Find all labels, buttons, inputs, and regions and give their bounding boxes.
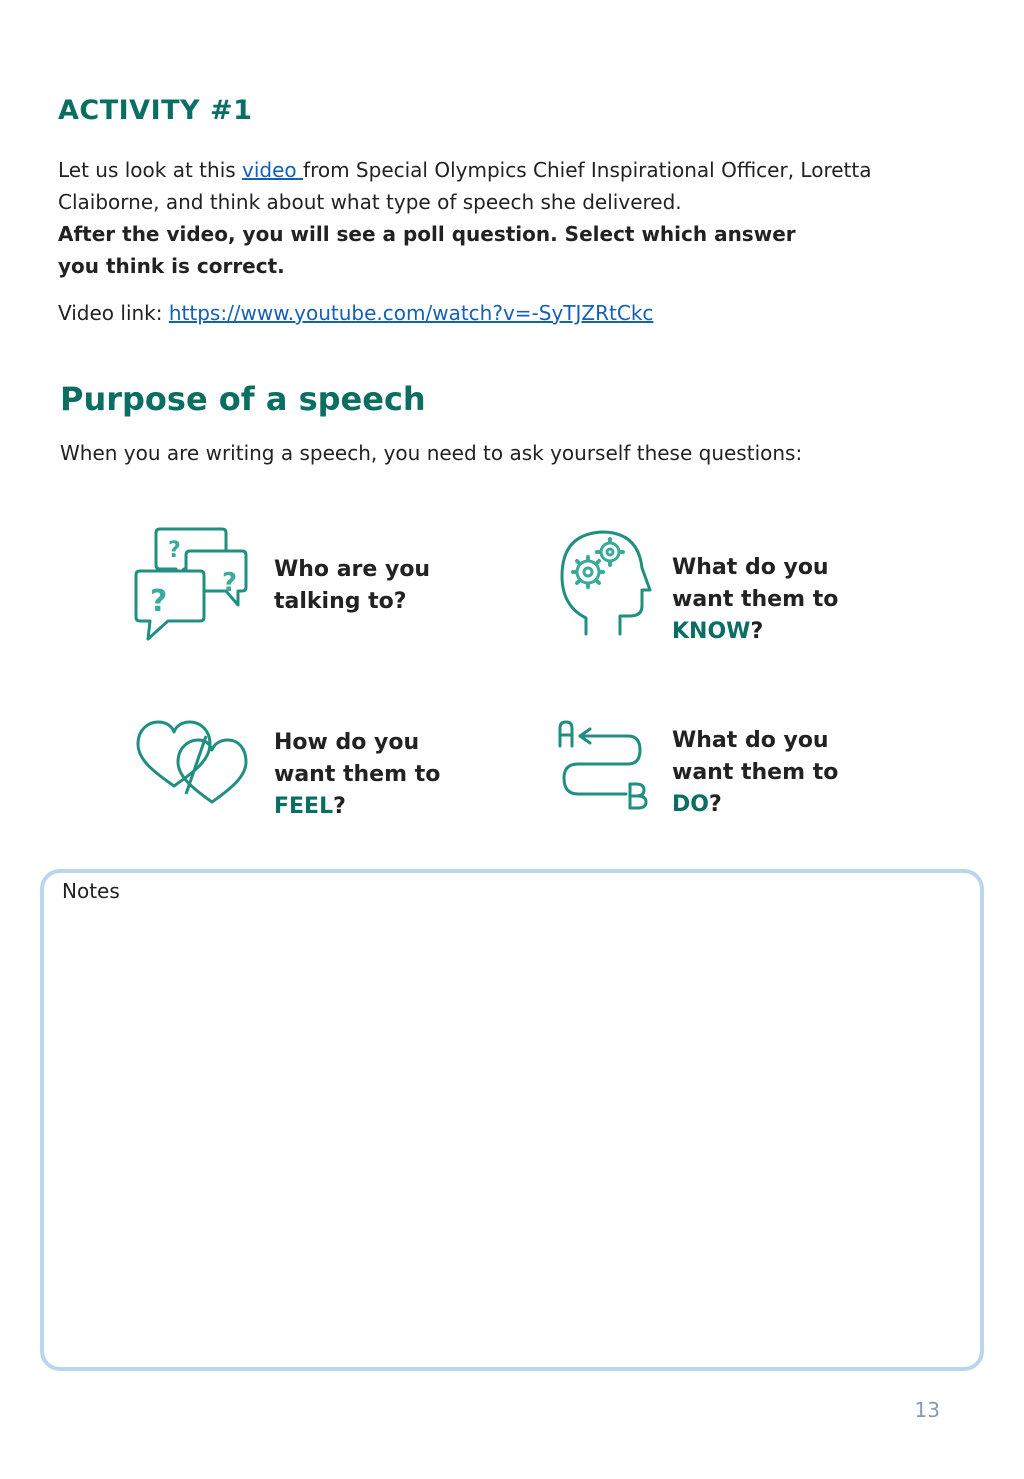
a-to-b-arrow-icon: [556, 718, 652, 810]
speech-bubbles-question-icon: [134, 525, 248, 643]
question-feel-accent: FEEL: [274, 794, 334, 819]
question-feel-end: ?: [333, 794, 346, 819]
video-link-line: [58, 298, 653, 328]
intro-text-end: from Special Olympics Chief Inspirational Officer, Loretta Claiborne, and think about what type of speech she delivered.: [58, 158, 872, 214]
question-feel-text: How do you want them to: [274, 730, 441, 787]
activity-title: ACTIVITY #1: [58, 95, 253, 126]
question-know-end: ?: [750, 619, 764, 644]
activity-intro: [58, 154, 958, 282]
instruction-text: After the video, you will see a poll question. Select which answer you think is correct.: [58, 222, 796, 278]
question-do: [672, 725, 862, 821]
intro-paragraph: [58, 154, 958, 218]
video-url-link[interactable]: https://www.youtube.com/watch?v=-SyTJZRtCkc: [168, 301, 654, 325]
section-intro: When you are writing a speech, you need to ask yourself these questions:: [60, 441, 803, 465]
question-know-accent: KNOW: [672, 619, 751, 644]
question-know: [672, 552, 862, 648]
video-link-label: Video link:: [58, 301, 169, 325]
question-know-text: What do you want them to: [672, 555, 839, 612]
video-link[interactable]: video: [242, 158, 304, 182]
question-do-text: What do you want them to: [672, 728, 839, 785]
two-hearts-icon: [134, 714, 250, 806]
question-who: [274, 554, 464, 618]
svg-text:?: ?: [222, 568, 238, 598]
question-do-end: ?: [708, 792, 722, 817]
svg-text:?: ?: [150, 584, 168, 619]
question-who-text: Who are you talking to?: [274, 557, 431, 614]
intro-text-start: Let us look at this: [58, 158, 243, 182]
page-number: 13: [914, 1398, 940, 1422]
notes-label: Notes: [62, 879, 120, 903]
section-title: Purpose of a speech: [60, 380, 426, 418]
question-do-accent: DO: [672, 792, 709, 817]
svg-text:?: ?: [168, 538, 181, 563]
question-feel: [274, 727, 464, 823]
head-gears-icon: [556, 526, 652, 638]
notes-box[interactable]: [40, 869, 984, 1371]
